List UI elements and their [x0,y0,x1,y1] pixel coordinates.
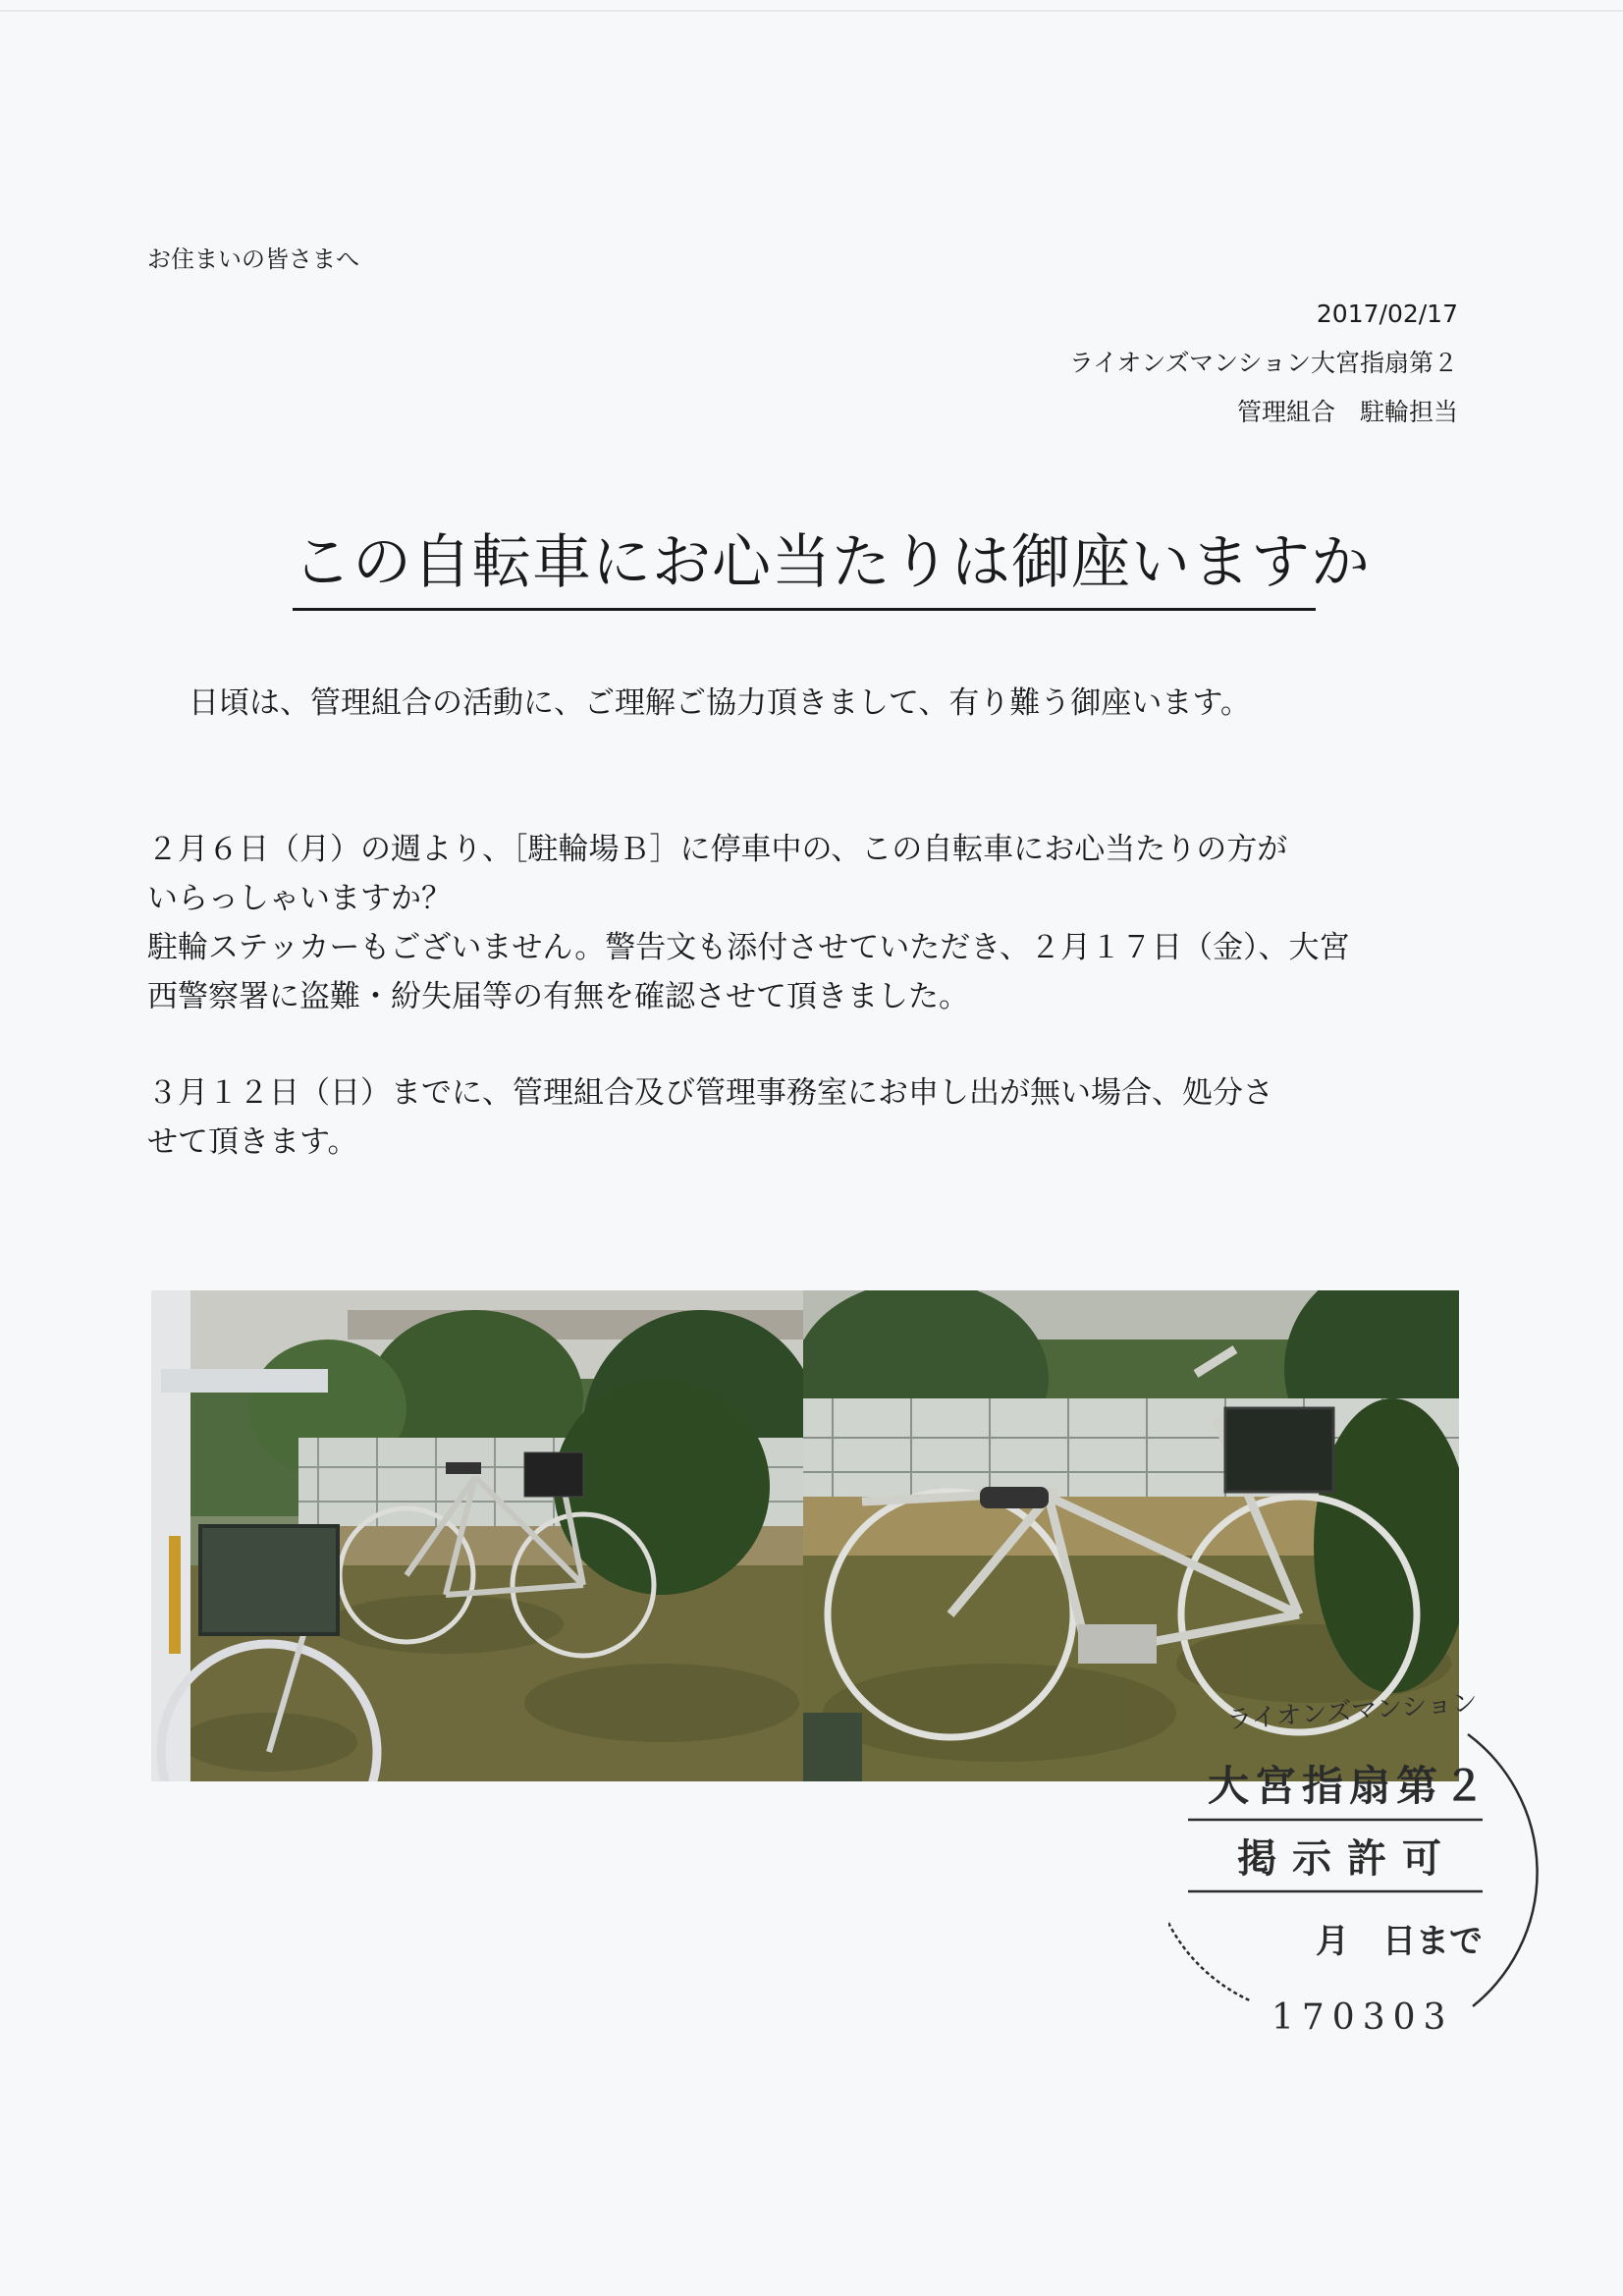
stamp-building-text: 大宮指扇第２ [1208,1762,1491,1810]
stamp-permission-text: 掲示許可 [1237,1835,1457,1882]
paragraph-line: ３月１２日（日）までに、管理組合及び管理事務室にお申し出が無い場合、処分さ [147,1075,1273,1111]
sender-date: 2017/02/17 [1316,300,1458,328]
sender-building: ライオンズマンション大宮指扇第２ [1068,349,1458,377]
stamp-arc-text: ライオンズマンション [1225,1688,1479,1735]
paragraph-line: 駐輪ステッカーもございません。警告文も添付させていただき、２月１７日（金）、大宮 [147,930,1350,965]
notice-title: この自転車にお心当たりは御座いますか [293,516,1316,611]
addressee-line: お住まいの皆さまへ [147,246,359,273]
stamp-code-text: 170303 [1271,1997,1454,2038]
stamp-until-text: 月 日まで [1316,1922,1483,1961]
paragraph-line: 西警察署に盗難・紛失届等の有無を確認させて頂きました。 [147,979,969,1014]
posting-permission-stamp [1168,1667,1571,2060]
paper-edge [0,10,1623,12]
paragraph-abandoned-bicycle [147,825,1463,1021]
sender-department: 管理組合 駐輪担当 [1236,398,1458,426]
bicycle-side-view-photo [151,1290,803,1781]
sender-block [1069,290,1458,437]
greeting-line: 日頃は、管理組合の活動に、ご理解ご協力頂きまして、有り難う御座います。 [189,685,1251,721]
paragraph-line: せて頂きます。 [147,1124,358,1160]
paragraph-line: ２月６日（月）の週より、［駐輪場Ｂ］に停車中の、この自転車にお心当たりの方が [147,832,1288,867]
paragraph-disposal-deadline [147,1068,1463,1167]
paragraph-line: いらっしゃいますか？ [147,881,452,916]
